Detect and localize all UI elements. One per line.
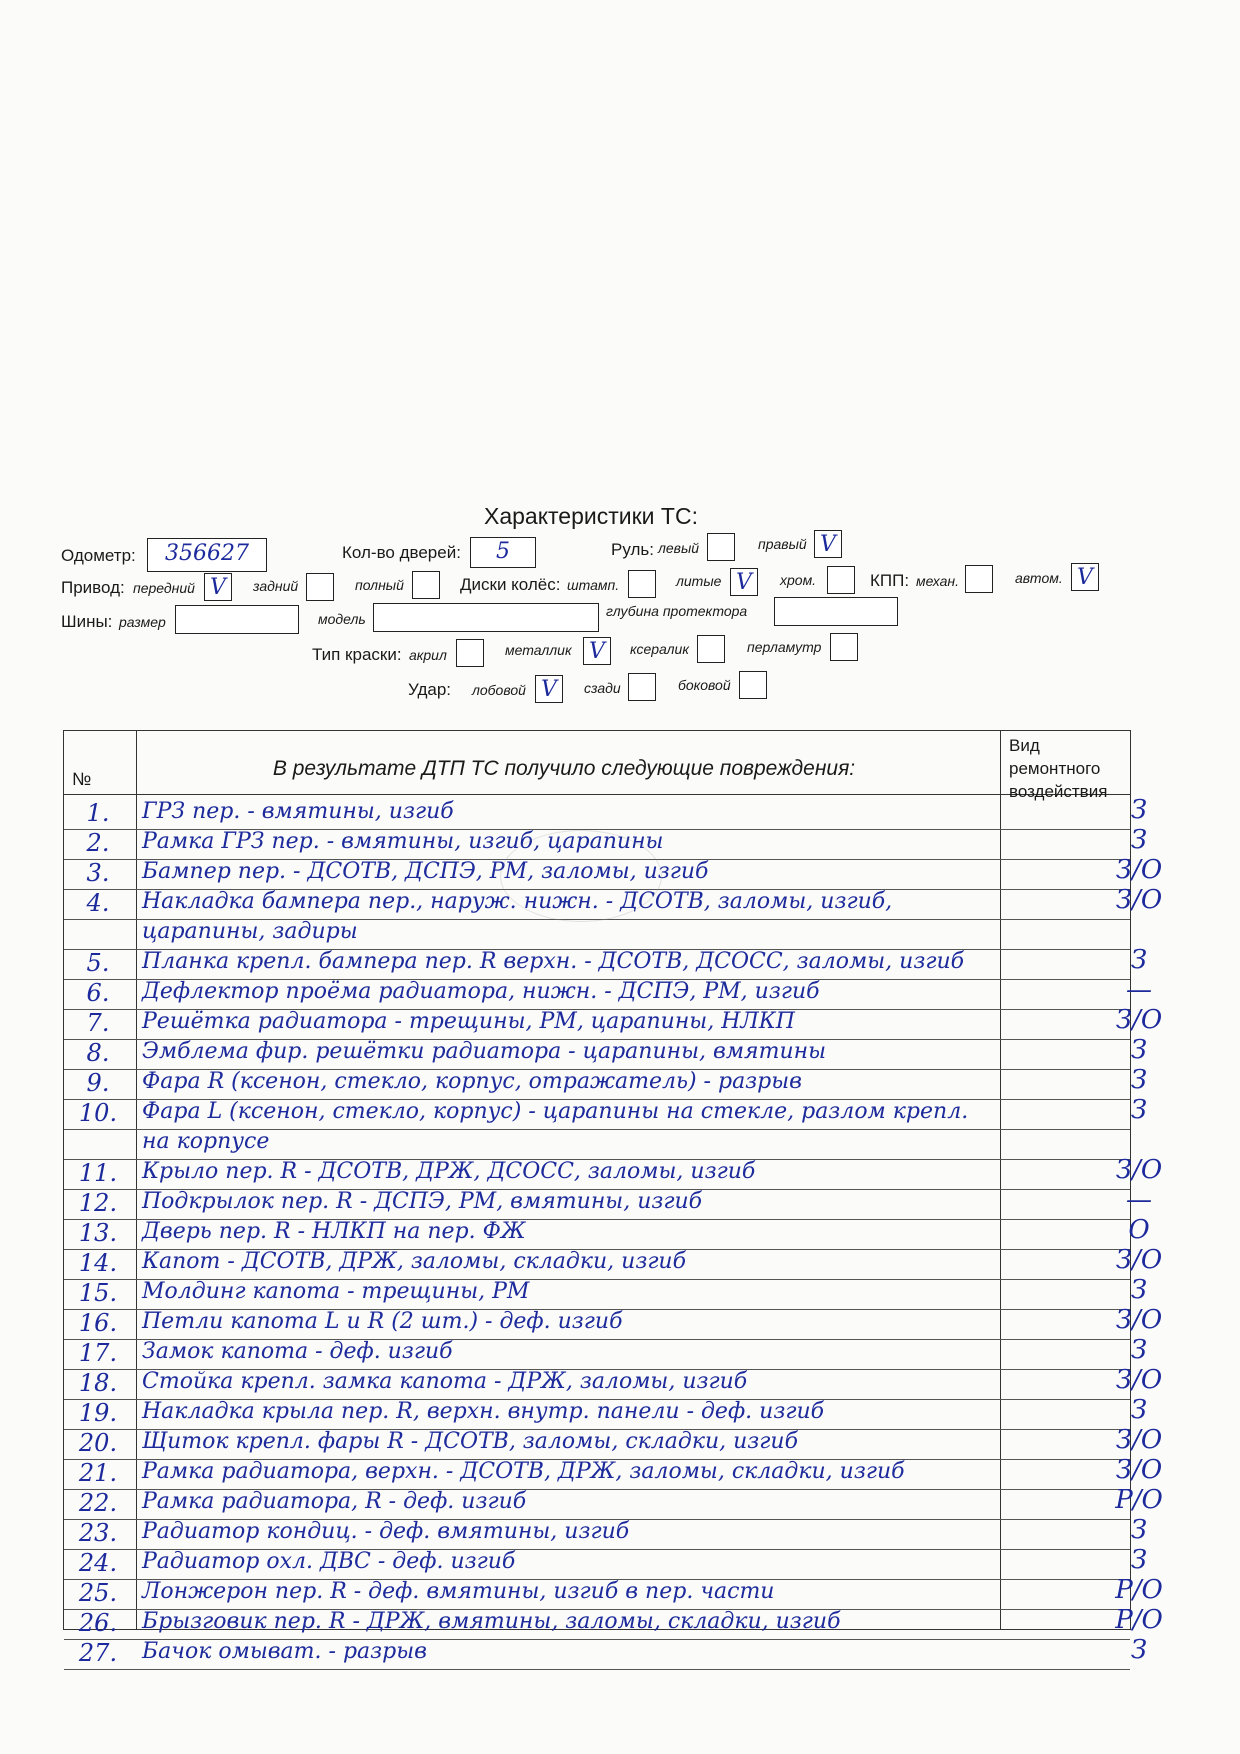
- row-repair-kind: Р/О: [1115, 1485, 1163, 1515]
- row-number: 23.: [78, 1519, 118, 1547]
- column-divider: [1000, 731, 1001, 1629]
- drive-front-checkbox[interactable]: [204, 573, 232, 601]
- tires-size-label: размер: [119, 614, 166, 630]
- wheels-chrome-label: хром.: [780, 572, 817, 588]
- row-description: Замок капота - деф. изгиб: [142, 1339, 453, 1364]
- row-description: Эмблема фир. решётки радиатора - царапины, вмятины: [142, 1039, 827, 1064]
- steering-label: Руль:: [611, 540, 654, 559]
- doors-label: Кол-во дверей:: [342, 543, 461, 562]
- gearbox-auto-mark: V: [1077, 565, 1093, 590]
- row-repair-kind: —: [1126, 975, 1152, 1005]
- steering-left-mark: [708, 534, 734, 560]
- row-number: 10.: [78, 1099, 118, 1127]
- row-description: Щиток крепл. фары R - ДСОТВ, заломы, складки, изгиб: [142, 1429, 799, 1454]
- gearbox-manual-checkbox[interactable]: [965, 565, 993, 593]
- row-description: Стойка крепл. замка капота - ДРЖ, заломы, изгиб: [142, 1369, 748, 1394]
- row-number: 15.: [78, 1279, 118, 1307]
- paint-metallic-checkbox[interactable]: [583, 637, 611, 665]
- row-repair-kind: З/О: [1115, 1365, 1163, 1395]
- row-number: 12.: [78, 1189, 118, 1217]
- row-repair-kind: З/О: [1115, 1305, 1163, 1335]
- row-repair-kind: З/О: [1115, 885, 1163, 915]
- steering-right-mark: V: [820, 532, 836, 557]
- row-repair-kind: З: [1130, 1065, 1148, 1095]
- paint-metallic-label: металлик: [505, 642, 572, 658]
- impact-side-label: боковой: [678, 677, 731, 693]
- row-repair-kind: З: [1130, 795, 1148, 825]
- column-header-damage: В результате ДТП ТС получило следующие повреждения:: [272, 757, 856, 780]
- wheels-stamped-label: штамп.: [567, 577, 620, 593]
- tires-size-field[interactable]: [175, 605, 299, 634]
- row-repair-kind: З: [1130, 1395, 1148, 1425]
- row-repair-kind: З/О: [1115, 1005, 1163, 1035]
- row-description: Молдинг капота - трещины, РМ: [142, 1279, 530, 1304]
- wheels-alloy-mark: V: [736, 570, 752, 595]
- column-header-repair-kind-line2: ремонтного: [1009, 759, 1101, 778]
- row-repair-kind: З: [1130, 1515, 1148, 1545]
- tires-model-label: модель: [318, 611, 366, 627]
- row-description: Накладка бампера пер., наруж. нижн. - ДСОТВ, заломы, изгиб,: [142, 889, 893, 914]
- row-description: Решётка радиатора - трещины, РМ, царапины, НЛКП: [142, 1009, 795, 1034]
- drive-rear-checkbox[interactable]: [306, 573, 334, 601]
- row-repair-kind: З: [1130, 1035, 1148, 1065]
- row-number: 22.: [78, 1489, 118, 1517]
- row-number: 14.: [78, 1249, 118, 1277]
- page-title: Характеристики ТС:: [484, 503, 698, 529]
- drive-full-mark: [413, 572, 439, 598]
- row-description: Капот - ДСОТВ, ДРЖ, заломы, складки, изгиб: [142, 1249, 687, 1274]
- row-description: Радиатор охл. ДВС - деф. изгиб: [142, 1549, 516, 1574]
- row-description: Рамка ГРЗ пер. - вмятины, изгиб, царапины: [142, 829, 664, 854]
- row-description: Брызговик пер. R - ДРЖ, вмятины, заломы, складки, изгиб: [142, 1609, 841, 1634]
- steering-left-checkbox[interactable]: [707, 533, 735, 561]
- gearbox-auto-label: автом.: [1015, 570, 1063, 586]
- row-description: на корпусе: [142, 1129, 270, 1154]
- gearbox-label: КПП:: [870, 571, 910, 590]
- row-repair-kind: З: [1130, 1545, 1148, 1575]
- paint-acrylic-checkbox[interactable]: [456, 639, 484, 667]
- gearbox-manual-label: механ.: [916, 573, 959, 589]
- row-repair-kind: Р/О: [1115, 1575, 1163, 1605]
- column-header-repair-kind-line3: воздействия: [1009, 782, 1108, 801]
- impact-side-checkbox[interactable]: [739, 671, 767, 699]
- row-number: 18.: [78, 1369, 118, 1397]
- row-number: 19.: [78, 1399, 118, 1427]
- row-description: Бампер пер. - ДСОТВ, ДСПЭ, РМ, заломы, изгиб: [142, 859, 709, 884]
- column-header-repair-kind-line1: Вид: [1009, 736, 1040, 755]
- header-divider: [64, 794, 1130, 795]
- drive-full-label: полный: [355, 577, 404, 593]
- row-description: Радиатор кондиц. - деф. вмятины, изгиб: [142, 1519, 630, 1544]
- column-header-number: №: [72, 769, 92, 789]
- row-number: 17.: [78, 1339, 118, 1367]
- row-description: царапины, задиры: [142, 919, 358, 944]
- drive-label: Привод:: [61, 578, 125, 597]
- gearbox-manual-mark: [966, 566, 992, 592]
- row-repair-kind: О: [1128, 1215, 1150, 1245]
- row-number: 26.: [78, 1609, 118, 1637]
- row-description: Дефлектор проёма радиатора, нижн. - ДСПЭ, РМ, изгиб: [142, 979, 820, 1004]
- odometer-field[interactable]: [147, 538, 267, 572]
- row-number: 2.: [86, 829, 110, 857]
- row-repair-kind: З/О: [1115, 1425, 1163, 1455]
- row-number: 3.: [86, 859, 110, 887]
- column-divider: [136, 731, 137, 1629]
- wheels-stamped-mark: [629, 571, 655, 597]
- wheels-alloy-checkbox[interactable]: [730, 568, 758, 596]
- row-description: Рамка радиатора, верхн. - ДСОТВ, ДРЖ, заломы, складки, изгиб: [142, 1459, 905, 1484]
- row-number: 25.: [78, 1579, 118, 1607]
- drive-front-mark: V: [210, 575, 226, 600]
- gearbox-auto-checkbox[interactable]: [1071, 563, 1099, 591]
- row-description: Фара R (ксенон, стекло, корпус, отражатель) - разрыв: [142, 1069, 802, 1094]
- row-repair-kind: З: [1130, 945, 1148, 975]
- row-number: 27.: [78, 1639, 118, 1667]
- wheels-label: Диски колёс:: [460, 575, 561, 594]
- row-number: 5.: [86, 949, 110, 977]
- odometer-label: Одометр:: [61, 546, 136, 565]
- odometer-value: 356627: [165, 541, 249, 566]
- wheels-chrome-mark: [828, 567, 854, 593]
- drive-rear-label: задний: [253, 578, 299, 594]
- impact-rear-label: сзади: [584, 680, 621, 696]
- row-number: 13.: [78, 1219, 118, 1247]
- impact-rear-checkbox[interactable]: [628, 673, 656, 701]
- row-description: Накладка крыла пер. R, верхн. внутр. панели - деф. изгиб: [142, 1399, 825, 1424]
- impact-front-label: лобовой: [472, 682, 526, 698]
- row-number: 24.: [78, 1549, 118, 1577]
- row-repair-kind: —: [1126, 1185, 1152, 1215]
- doors-value: 5: [496, 539, 510, 564]
- row-number: 8.: [86, 1039, 110, 1067]
- drive-full-checkbox[interactable]: [412, 571, 440, 599]
- paint-label: Тип краски:: [312, 645, 402, 664]
- row-number: 21.: [78, 1459, 118, 1487]
- paint-metallic-mark: V: [589, 639, 605, 664]
- row-description: Лонжерон пер. R - деф. вмятины, изгиб в пер. части: [142, 1579, 775, 1604]
- row-repair-kind: З: [1130, 1275, 1148, 1305]
- paint-xeralic-checkbox[interactable]: [697, 635, 725, 663]
- row-description: Планка крепл. бампера пер. R верхн. - ДСОТВ, ДСОСС, заломы, изгиб: [142, 949, 965, 974]
- row-repair-kind: З: [1130, 1095, 1148, 1125]
- impact-label: Удар:: [408, 680, 452, 699]
- row-description: Фара L (ксенон, стекло, корпус) - царапины на стекле, разлом крепл.: [142, 1099, 969, 1124]
- row-description: ГРЗ пер. - вмятины, изгиб: [142, 799, 454, 824]
- row-number: 1.: [86, 799, 110, 827]
- row-description: Крыло пер. R - ДСОТВ, ДРЖ, ДСОСС, заломы, изгиб: [142, 1159, 756, 1184]
- row-number: 6.: [86, 979, 110, 1007]
- row-description: Дверь пер. R - НЛКП на пер. ФЖ: [142, 1219, 526, 1244]
- tires-model-field[interactable]: [373, 603, 599, 632]
- row-repair-kind: З: [1130, 1635, 1148, 1665]
- row-number: 7.: [86, 1009, 110, 1037]
- paint-pearl-label: перламутр: [747, 639, 822, 655]
- wheels-stamped-checkbox[interactable]: [628, 570, 656, 598]
- tires-depth-field[interactable]: [774, 597, 898, 626]
- row-repair-kind: Р/О: [1115, 1605, 1163, 1635]
- row-repair-kind: З/О: [1115, 1245, 1163, 1275]
- doors-field[interactable]: [470, 537, 536, 568]
- row-number: 4.: [86, 889, 110, 917]
- row-repair-kind: З: [1130, 825, 1148, 855]
- row-number: 11.: [78, 1159, 118, 1187]
- row-description: Петли капота L и R (2 шт.) - деф. изгиб: [142, 1309, 623, 1334]
- row-line: [64, 1669, 1130, 1670]
- steering-left-label: левый: [658, 540, 700, 556]
- row-repair-kind: З/О: [1115, 1455, 1163, 1485]
- row-description: Подкрылок пер. R - ДСПЭ, РМ, вмятины, изгиб: [142, 1189, 703, 1214]
- impact-front-mark: V: [541, 677, 557, 702]
- row-number: 20.: [78, 1429, 118, 1457]
- row-repair-kind: З/О: [1115, 1155, 1163, 1185]
- tires-depth-label: глубина протектора: [606, 603, 748, 619]
- wheels-alloy-label: литые: [676, 573, 722, 589]
- watermark-stamp: [500, 830, 662, 922]
- impact-front-checkbox[interactable]: [535, 675, 563, 703]
- row-number: 16.: [78, 1309, 118, 1337]
- row-repair-kind: З: [1130, 1335, 1148, 1365]
- drive-rear-mark: [307, 574, 333, 600]
- drive-front-label: передний: [133, 580, 195, 596]
- row-description: Бачок омыват. - разрыв: [142, 1639, 427, 1664]
- row-number: 9.: [86, 1069, 110, 1097]
- row-description: Рамка радиатора, R - деф. изгиб: [142, 1489, 527, 1514]
- steering-right-label: правый: [758, 536, 807, 552]
- column-header-repair-kind: [1009, 734, 1107, 803]
- paint-xeralic-label: ксералик: [630, 641, 689, 657]
- paint-pearl-checkbox[interactable]: [830, 633, 858, 661]
- tires-label: Шины:: [61, 612, 113, 631]
- wheels-chrome-checkbox[interactable]: [827, 566, 855, 594]
- row-repair-kind: З/О: [1115, 855, 1163, 885]
- steering-right-checkbox[interactable]: [814, 530, 842, 558]
- paint-acrylic-label: акрил: [409, 647, 447, 663]
